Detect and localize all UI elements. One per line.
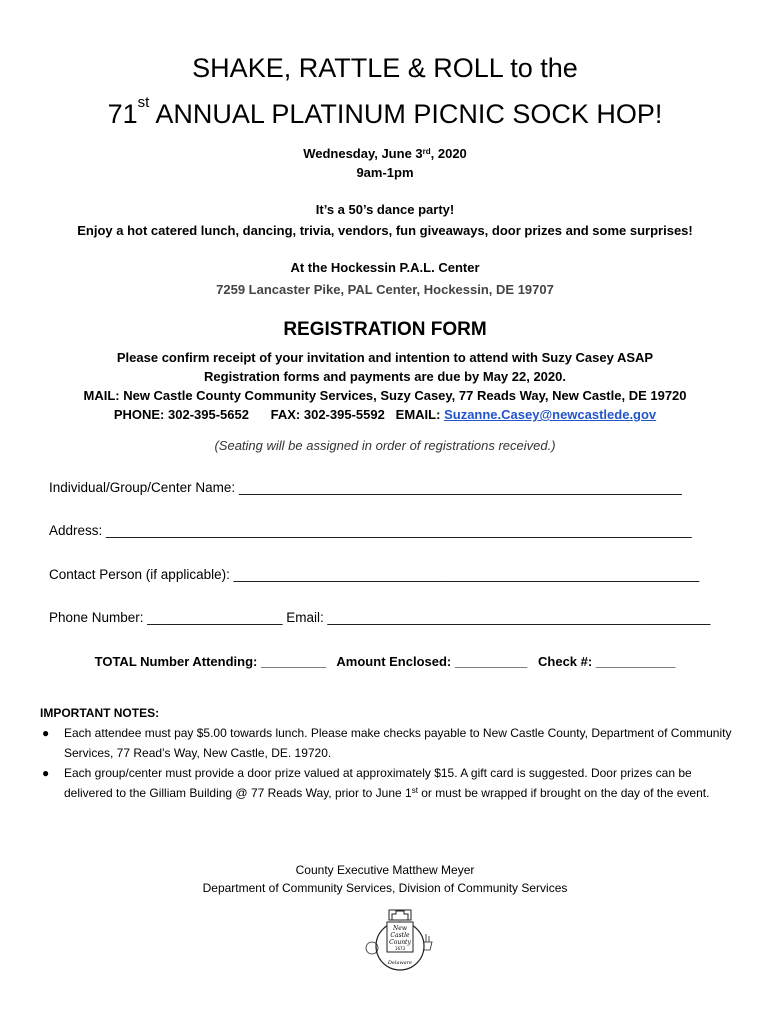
- registration-line-3: MAIL: New Castle County Community Services, Suzy Casey, 77 Reads Way, New Castle, DE 19720: [83, 388, 687, 403]
- note-item: [40, 763, 740, 803]
- registration-line-2: Registration forms and payments are due by May 22, 2020.: [204, 369, 566, 384]
- registration-line-1: Please confirm receipt of your invitation and intention to attend with Suzy Casey ASAP: [116, 350, 654, 365]
- title-line-2: [0, 94, 770, 129]
- fax-text: FAX: 302-395-5592: [270, 407, 385, 422]
- title-ordinal: st: [137, 94, 150, 111]
- event-time: 9am-1pm: [356, 165, 414, 180]
- footer-department: Department of Community Services, Division of Community Services: [202, 881, 568, 895]
- registration-heading: REGISTRATION FORM: [283, 319, 487, 340]
- intro-line-2: Enjoy a hot catered lunch, dancing, trivia, vendors, fun giveaways, door prizes and some surprises!: [77, 223, 693, 238]
- bullet-icon: ●: [42, 726, 50, 740]
- totals-row: [0, 654, 770, 669]
- footer-executive: County Executive Matthew Meyer: [295, 863, 475, 877]
- email-label: EMAIL:: [395, 407, 441, 422]
- email-field[interactable]: Email: ___________________________________________________: [286, 610, 711, 625]
- note-text-2-pre: Each group/center must provide a door prize valued at approximately $15. A gift card is suggested. Door prizes can be delivered to the Gilliam Building @ 77 Reads Way, prior to June 1: [64, 766, 692, 800]
- seal-motto: Delaware: [387, 960, 413, 966]
- address-field[interactable]: Address: ______________________________________________________________________________: [49, 523, 692, 538]
- bullet-icon: ●: [42, 766, 50, 780]
- intro-line-1: It’s a 50’s dance party!: [315, 202, 455, 217]
- date-pre: Wednesday, June 3: [303, 146, 423, 161]
- phone-email-row: [49, 610, 710, 625]
- amount-enclosed-field[interactable]: Amount Enclosed: __________: [336, 654, 528, 669]
- seal-text-mid: Castle: [390, 932, 410, 939]
- check-number-field[interactable]: Check #: ___________: [538, 654, 676, 669]
- location-name: At the Hockessin P.A.L. Center: [290, 260, 480, 275]
- email-link[interactable]: Suzanne.Casey@newcastlede.gov: [444, 407, 657, 422]
- date-ordinal: rd: [422, 147, 431, 156]
- event-date: [0, 146, 770, 161]
- note-text-1: Each attendee must pay $5.00 towards lunch. Please make checks payable to New Castle County, Department of Community Services, 77 Read’s Way, New Castle, DE. 19720.: [64, 726, 732, 760]
- note-ordinal: st: [411, 786, 418, 795]
- county-seal-logo: [362, 908, 438, 974]
- contact-line: [0, 407, 770, 422]
- total-attending-field[interactable]: TOTAL Number Attending: _________: [94, 654, 327, 669]
- contact-person-field[interactable]: Contact Person (if applicable): ______________________________________________________________: [49, 567, 700, 582]
- date-post: , 2020: [430, 146, 467, 161]
- location-address: 7259 Lancaster Pike, PAL Center, Hockessin, DE 19707: [216, 282, 554, 297]
- note-text-2-post: or must be wrapped if brought on the day of the event.: [417, 786, 710, 800]
- notes-heading: IMPORTANT NOTES:: [40, 706, 160, 720]
- important-notes: [40, 703, 740, 803]
- seal-text-top: New: [393, 925, 407, 932]
- seal-year: 1673: [394, 946, 406, 951]
- phone-text: PHONE: 302-395-5652: [113, 407, 249, 422]
- seating-note: (Seating will be assigned in order of registrations received.): [214, 438, 556, 453]
- seal-text-bot: County: [389, 939, 411, 946]
- title-line-1: SHAKE, RATTLE & ROLL to the: [192, 53, 578, 83]
- title-number: 71: [107, 99, 138, 129]
- title-rest: ANNUAL PLATINUM PICNIC SOCK HOP!: [149, 99, 663, 129]
- note-item: [40, 723, 740, 763]
- phone-number-field[interactable]: Phone Number: __________________: [49, 610, 283, 625]
- name-field[interactable]: Individual/Group/Center Name: ___________________________________________________________: [49, 480, 682, 495]
